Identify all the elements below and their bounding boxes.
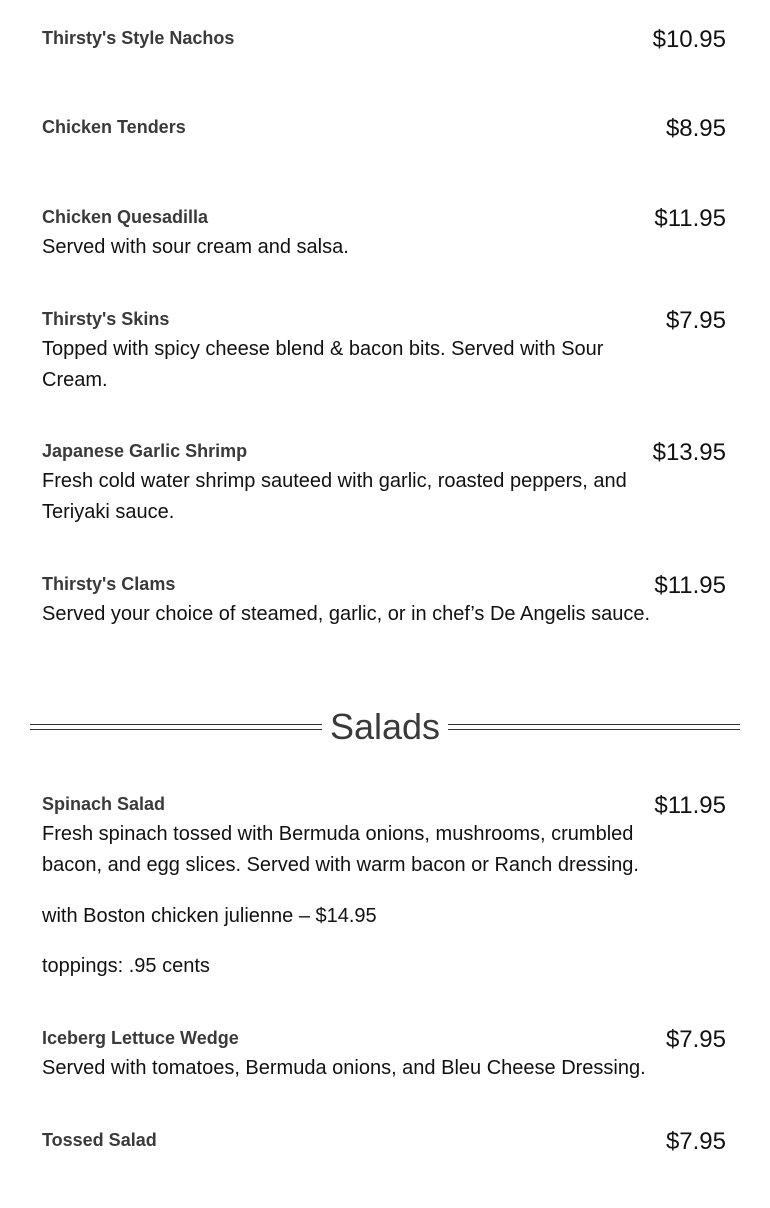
item-note: with Boston chicken julienne – $14.95	[42, 905, 377, 927]
menu-item	[42, 27, 726, 67]
item-price: $13.95	[652, 439, 726, 466]
item-name: Tossed Salad	[42, 1130, 157, 1150]
item-note: toppings: .95 cents	[42, 955, 210, 977]
item-price: $11.95	[654, 572, 726, 599]
item-name: Iceberg Lettuce Wedge	[42, 1028, 239, 1048]
menu-item	[42, 573, 726, 633]
item-description: Served your choice of steamed, garlic, or in chef’s De Angelis sauce.	[42, 603, 651, 625]
menu-item	[42, 1027, 726, 1087]
item-price: $11.95	[654, 205, 726, 232]
item-price: $11.95	[654, 792, 726, 819]
item-name: Thirsty's Clams	[42, 574, 176, 594]
item-name: Chicken Quesadilla	[42, 207, 209, 227]
menu-item	[42, 206, 726, 266]
heading-rule-right	[448, 724, 740, 730]
menu-item	[42, 308, 726, 398]
section-title: Salads	[329, 706, 441, 747]
item-price: $7.95	[665, 307, 726, 334]
item-price: $7.95	[665, 1128, 726, 1155]
item-name: Japanese Garlic Shrimp	[42, 441, 248, 461]
section-heading-salads	[30, 703, 740, 753]
item-description: Served with sour cream and salsa.	[42, 236, 349, 258]
item-name: Thirsty's Skins	[42, 309, 170, 329]
item-description: Fresh cold water shrimp sauteed with garlic, roasted peppers, and Teriyaki sauce.	[42, 470, 627, 523]
item-name: Spinach Salad	[42, 794, 166, 814]
item-description: Fresh spinach tossed with Bermuda onions, mushrooms, crumbled bacon, and egg slices. Served with warm bacon or Ranch dressing.	[42, 823, 639, 876]
item-description: Served with tomatoes, Bermuda onions, and Bleu Cheese Dressing.	[42, 1057, 646, 1079]
item-name: Chicken Tenders	[42, 117, 186, 137]
menu-item	[42, 1129, 726, 1169]
item-name: Thirsty's Style Nachos	[42, 28, 235, 48]
item-price: $8.95	[665, 115, 726, 142]
item-description: Topped with spicy cheese blend & bacon bits. Served with Sour Cream.	[42, 338, 604, 391]
menu-item	[42, 116, 726, 156]
item-price: $7.95	[665, 1026, 726, 1053]
item-price: $10.95	[652, 26, 726, 53]
menu-item	[42, 440, 726, 530]
menu-item	[42, 793, 726, 983]
